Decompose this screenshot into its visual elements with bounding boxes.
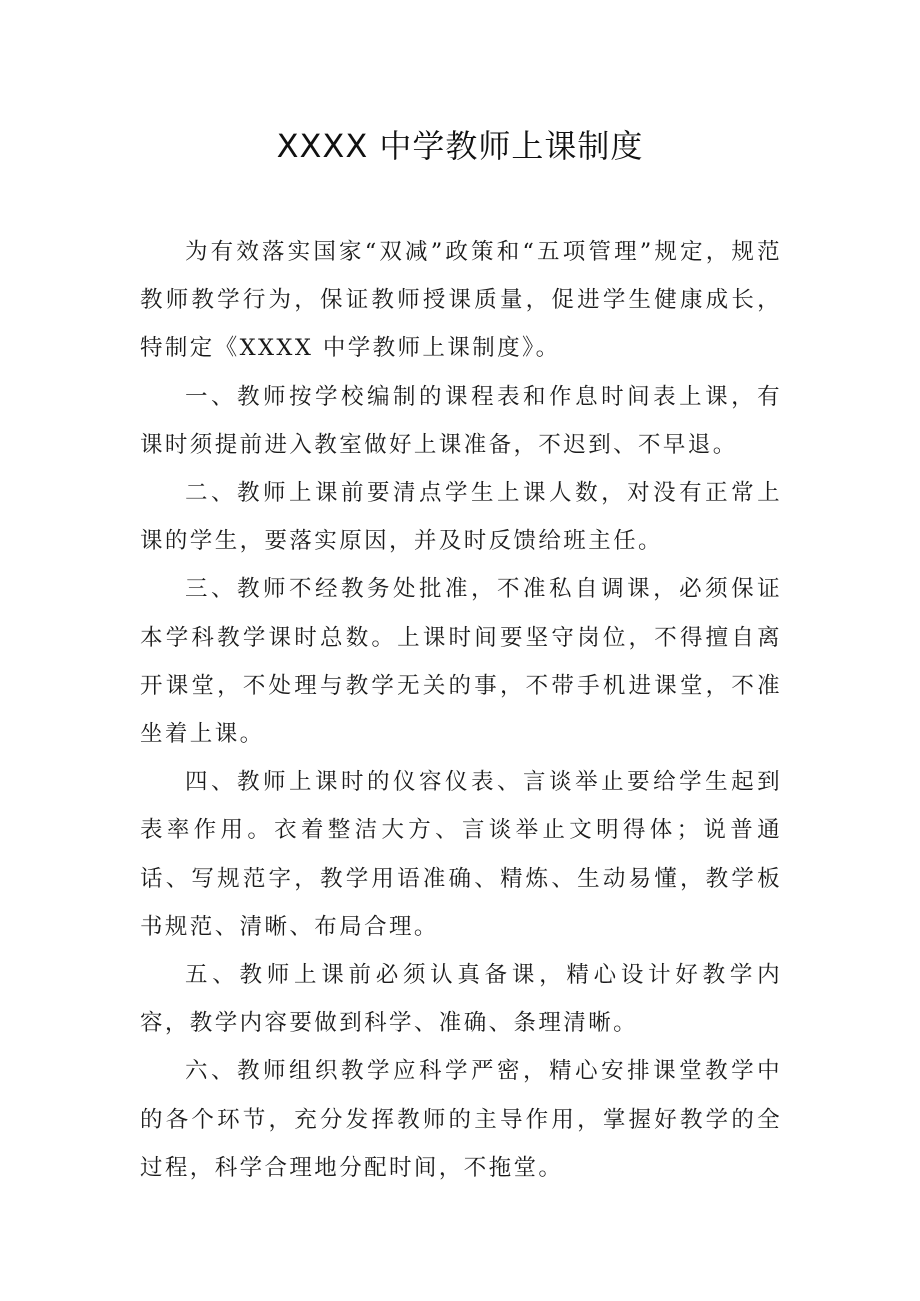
paragraph-rule-3: 三、教师不经教务处批准，不准私自调课，必须保证本学科教学课时总数。上课时间要坚守岗位，不得擅自离开课堂，不处理与教学无关的事，不带手机进课堂，不准坐着上课。 — [140, 576, 782, 748]
paragraph-rule-1: 一、教师按学校编制的课程表和作息时间表上课，有课时须提前进入教室做好上课准备，不迟到、不早退。 — [140, 383, 782, 458]
paragraph-rule-4: 四、教师上课时的仪容仪表、言谈举止要给学生起到表率作用。衣着整洁大方、言谈举止文明得体；说普通话、写规范字，教学用语准确、精炼、生动易懂，教学板书规范、清晰、布局合理。 — [140, 769, 782, 940]
paragraph-intro: 为有效落实国家“双减”政策和“五项管理”规定，规范教师教学行为，保证教师授课质量，促进学生健康成长，特制定《XXXX 中学教师上课制度》。 — [140, 239, 782, 362]
document-body — [140, 228, 782, 1192]
paragraph-rule-6: 六、教师组织教学应科学严密，精心安排课堂教学中的各个环节，充分发挥教师的主导作用，掌握好教学的全过程，科学合理地分配时间，不拖堂。 — [140, 1058, 782, 1181]
document-title: XXXX 中学教师上课制度 — [276, 127, 644, 165]
paragraph-rule-2: 二、教师上课前要清点学生上课人数，对没有正常上课的学生，要落实原因，并及时反馈给班主任。 — [140, 480, 782, 555]
paragraph-rule-5: 五、教师上课前必须认真备课，精心设计好教学内容，教学内容要做到科学、准确、条理清晰。 — [140, 962, 782, 1037]
